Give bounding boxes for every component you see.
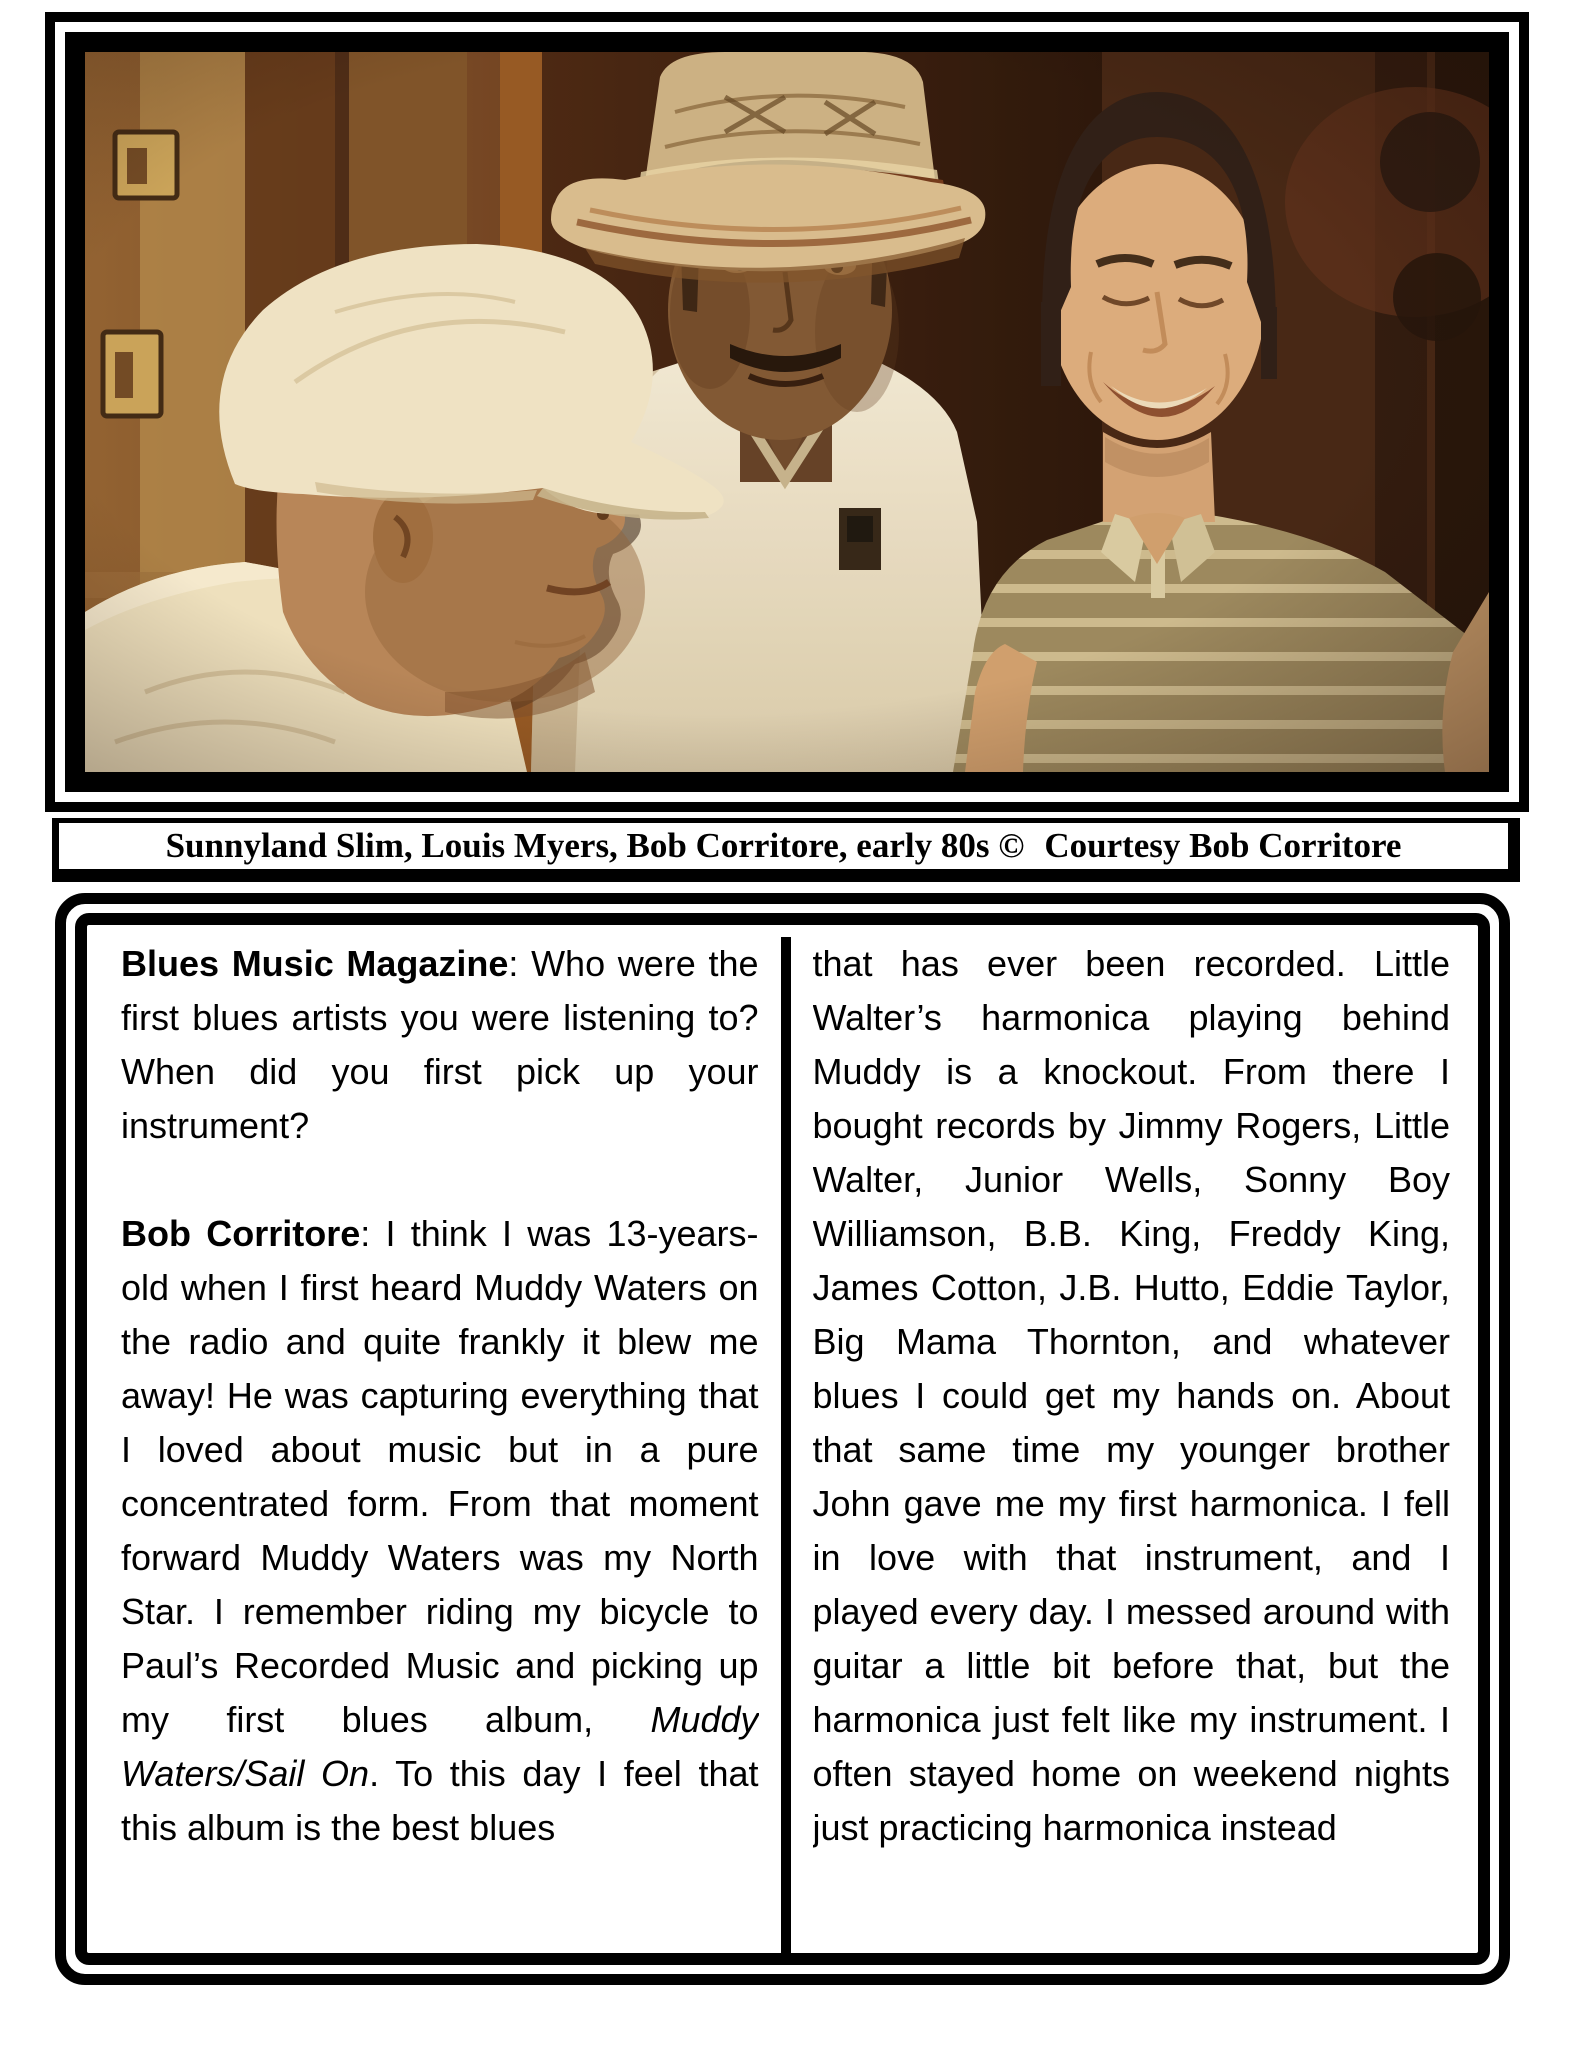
vignette-overlay (85, 52, 1489, 772)
article-column-right (813, 937, 1451, 1953)
article-column-left (121, 937, 759, 1953)
speaker-name: Bob Corritore (121, 1213, 361, 1254)
article-frame (55, 893, 1510, 1985)
photo-caption-credit: Courtesy Bob Corritore (1044, 826, 1402, 865)
album-title: Muddy Waters/Sail On (121, 1699, 759, 1794)
article-text: : I think I was 13-years-old when I first heard Muddy Waters on the radio and quite frankly it blew me away! He was capturing everything that I loved about music but in a pure concentrated form. From that moment forward Muddy Waters was my North Star. I remember riding my bicycle to Paul’s Recorded Music and picking up my first blues album, (121, 1213, 759, 1740)
photo-border (65, 32, 1509, 792)
photo-caption: Sunnyland Slim, Louis Myers, Bob Corritore, early 80s © (165, 826, 1025, 865)
speaker-name: Blues Music Magazine (121, 943, 509, 984)
photo-caption-bar (52, 818, 1520, 882)
photo-frame (45, 12, 1529, 812)
band-photo (85, 52, 1489, 772)
article-text: : Who were the first blues artists you were listening to? When did you first pick up your instrument? (121, 943, 759, 1146)
article-text: . To this day I feel that this album is the best blues (121, 1753, 759, 1848)
article-paragraph (121, 1207, 759, 1855)
article-paragraph (121, 937, 759, 1153)
article-body (75, 913, 1490, 1965)
column-divider (781, 937, 791, 1953)
article-text: that has ever been recorded. Little Walter’s harmonica playing behind Muddy is a knockout. From there I bought records by Jimmy Rogers, Little Walter, Junior Wells, Sonny Boy Williamson, B.B. King, Freddy King, James Cotton, J.B. Hutto, Eddie Taylor, Big Mama Thornton, and whatever blues I could get my hands on. About that same time my younger brother John gave me my first harmonica. I fell in love with that instrument, and I played every day. I messed around with guitar a little bit before that, but the harmonica just felt like my instrument. I often stayed home on weekend nights just practicing harmonica instead (812, 943, 1450, 1848)
article-paragraph (813, 937, 1451, 1855)
